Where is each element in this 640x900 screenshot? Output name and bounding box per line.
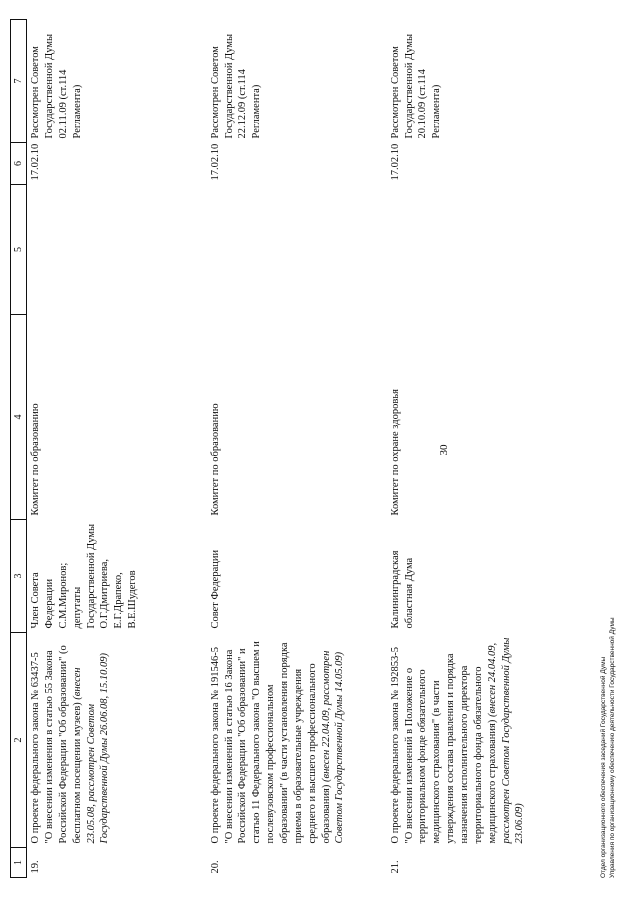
table-row — [207, 20, 387, 878]
date: 17.02.10 — [209, 143, 221, 181]
date: 17.02.10 — [30, 143, 42, 181]
column-header: 5 — [11, 185, 27, 315]
table-row — [27, 20, 207, 878]
column-header: 7 — [11, 20, 27, 143]
committee: Комитет по охране здоровья — [389, 389, 401, 516]
column-header: 6 — [11, 143, 27, 185]
column-header: 4 — [11, 315, 27, 520]
column-header: 3 — [11, 520, 27, 633]
status: Рассмотрен Советом Государственной Думы 22.12.09 (ст.114 Регламента) — [209, 33, 263, 139]
bill-title: О проекте федерального закона № 192853-5 — [389, 646, 401, 844]
row-number: 20. — [209, 860, 221, 874]
committee: Комитет по образованию — [30, 403, 42, 516]
bill-title: О проекте федерального закона № 63437-5 — [30, 652, 42, 844]
table-header-row — [11, 20, 27, 878]
footer — [600, 617, 618, 878]
column-header: 2 — [11, 633, 27, 848]
bill-body: "О внесении изменения в статью 55 Закона Российской Федерации "Об образовании" (о бесплатном посещении музеев) — [44, 645, 83, 844]
bill-note: (внесен 23.05.08, рассмотрен Советом Государственной Думы 26.06.08, 15.10.09) — [71, 653, 111, 844]
initiator: Совет Федерации — [209, 549, 221, 629]
bill-note: (внесен 24.04.09, рассмотрен Советом Государственной Думы 23.06.09) — [486, 637, 526, 844]
page-number: 30 — [438, 444, 450, 456]
bills-table — [10, 19, 567, 878]
table-row — [387, 20, 567, 878]
column-5-cell — [27, 185, 207, 315]
bill-note: (внесен 22.04.09, рассмотрен Советом Государственной Думы 14.05.09) — [320, 650, 346, 844]
bill-body: "О внесении изменений в статью 16 Закона Российской Федерации "Об образовании" и статью 11 Федерального закона "О высшем и послевузовском профессиональном образовании" (в части установления порядка приема в образовательные учреждения среднего и высшего профессионального образования) — [223, 641, 332, 844]
row-number: 19. — [30, 860, 42, 874]
status: Рассмотрен Советом Государственной Думы 02.11.09 (ст.114 Регламента) — [30, 33, 83, 139]
committee: Комитет по образованию — [209, 403, 221, 516]
initiator: Калининградская областная Дума — [389, 550, 415, 629]
status: Рассмотрен Советом Государственной Думы 20.10.09 (ст.114 Регламента) — [389, 33, 443, 139]
footer-line: Отдел организационного обеспечения заседаний Государственной Думы — [600, 656, 607, 878]
column-header: 1 — [11, 848, 27, 878]
bill-body: "О внесении изменений в Положение о территориальном фонде обязательного медицинского страхования" (в части утверждения состава правления и порядка назначения исполнительного директора территориального фонда обязательного медицинского страхования) — [403, 653, 498, 844]
column-5-cell — [387, 185, 567, 315]
footer-line: Управления по организационному обеспечению деятельности Государственной Думы — [608, 617, 616, 878]
bill-description — [207, 633, 387, 848]
bill-description — [387, 633, 567, 848]
row-number: 21. — [389, 860, 401, 874]
initiator: Член Совета Федерации С.М.Миронов; депутаты Государственной Думы О.Г.Дмитриева, Е.Г.Драпеко, В.Е.Шудегов — [30, 523, 139, 629]
date: 17.02.10 — [389, 143, 401, 181]
bill-title: О проекте федерального закона № 191546-5 — [209, 646, 221, 844]
column-5-cell — [207, 185, 387, 315]
bill-description — [27, 633, 207, 848]
